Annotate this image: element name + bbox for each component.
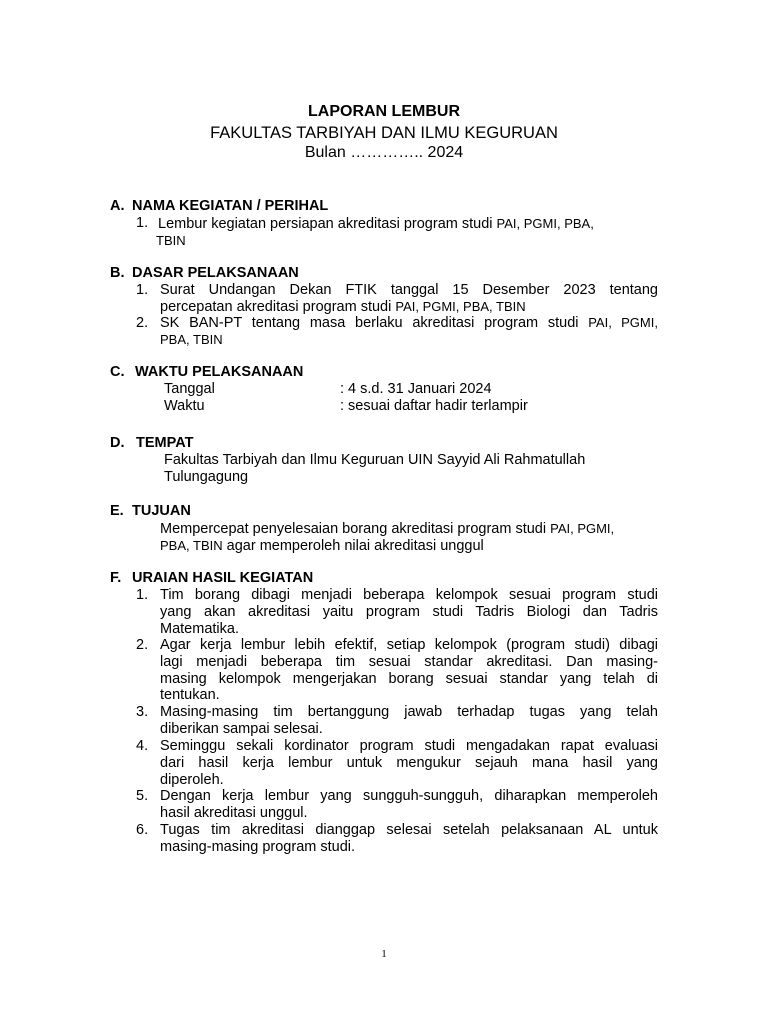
section-d-heading: D. TEMPAT (110, 435, 194, 451)
section-title: NAMA KEGIATAN / PERIHAL (132, 198, 329, 214)
section-f-heading: F. URAIAN HASIL KEGIATAN (110, 570, 314, 586)
date-value: : 4 s.d. 31 Januari 2024 (340, 381, 492, 397)
page-number: 1 (381, 948, 387, 960)
list-item: Masing-masing tim bertanggung jawab terhadap tugas yang telah diberikan sampai selesai. (160, 704, 658, 737)
list-item: Dengan kerja lembur yang sungguh-sungguh, diharapkan memperoleh hasil akreditasi unggul. (160, 788, 658, 821)
purpose-line: PBA, TBIN agar memperoleh nilai akreditasi unggul (160, 538, 484, 554)
faculty-title: FAKULTAS TARBIYAH DAN ILMU KEGURUAN (210, 124, 558, 142)
list-item: Seminggu sekali kordinator program studi mengadakan rapat evaluasi dari hasil kerja lembur untuk mengukur sejauh mana hasil yang diperoleh. (160, 738, 658, 788)
time-value: : sesuai daftar hadir terlampir (340, 398, 528, 414)
list-item: Agar kerja lembur lebih efektif, setiap kelompok (program studi) dibagi lagi menjadi beberapa tim sesuai standar akreditasi. Dan masing- masing kelompok mengerjakan borang sesuai standar yang telah di tentukan. (160, 637, 658, 704)
section-c-heading: C. WAKTU PELAKSANAAN (110, 364, 304, 380)
list-item: Tim borang dibagi menjadi beberapa kelompok sesuai program studi yang akan akreditasi yaitu program studi Tadris Biologi dan Tadris Matematika. (160, 587, 658, 637)
list-item: Tugas tim akreditasi dianggap selesai setelah pelaksanaan AL untuk masing-masing program studi. (160, 822, 658, 855)
list-number: 2. (136, 637, 149, 653)
section-e-heading: E. TUJUAN (110, 503, 191, 519)
date-label: Tanggal (164, 381, 215, 397)
list-item: SK BAN-PT tentang masa berlaku akreditasi program studi PAI, PGMI, PBA, TBIN (160, 315, 658, 347)
section-b-heading: B. DASAR PELAKSANAAN (110, 265, 299, 281)
section-letter: A. (110, 198, 125, 214)
list-number: 5. (136, 788, 149, 804)
section-a-heading (110, 197, 328, 215)
list-item: Surat Undangan Dekan FTIK tanggal 15 Desember 2023 tentang percepatan akreditasi program studi PAI, PGMI, PBA, TBIN (160, 282, 658, 315)
place-line: Tulungagung (164, 469, 249, 485)
list-number: 1. (136, 587, 149, 603)
list-item-continuation: TBIN (156, 233, 186, 248)
time-label: Waktu (164, 398, 205, 414)
list-number: 2. (136, 315, 149, 331)
list-number: 1. (136, 282, 149, 298)
list-number: 1. (136, 215, 149, 231)
place-line: Fakultas Tarbiyah dan Ilmu Keguruan UIN Sayyid Ali Rahmatullah (164, 452, 586, 468)
purpose-line: Mempercepat penyelesaian borang akreditasi program studi PAI, PGMI, (160, 521, 615, 537)
list-item: Lembur kegiatan persiapan akreditasi program studi PAI, PGMI, PBA, (158, 216, 594, 232)
report-title: LAPORAN LEMBUR (308, 103, 460, 120)
list-number: 3. (136, 704, 149, 720)
month-line: Bulan ………….. 2024 (304, 144, 464, 161)
list-number: 6. (136, 822, 149, 838)
list-number: 4. (136, 738, 149, 754)
